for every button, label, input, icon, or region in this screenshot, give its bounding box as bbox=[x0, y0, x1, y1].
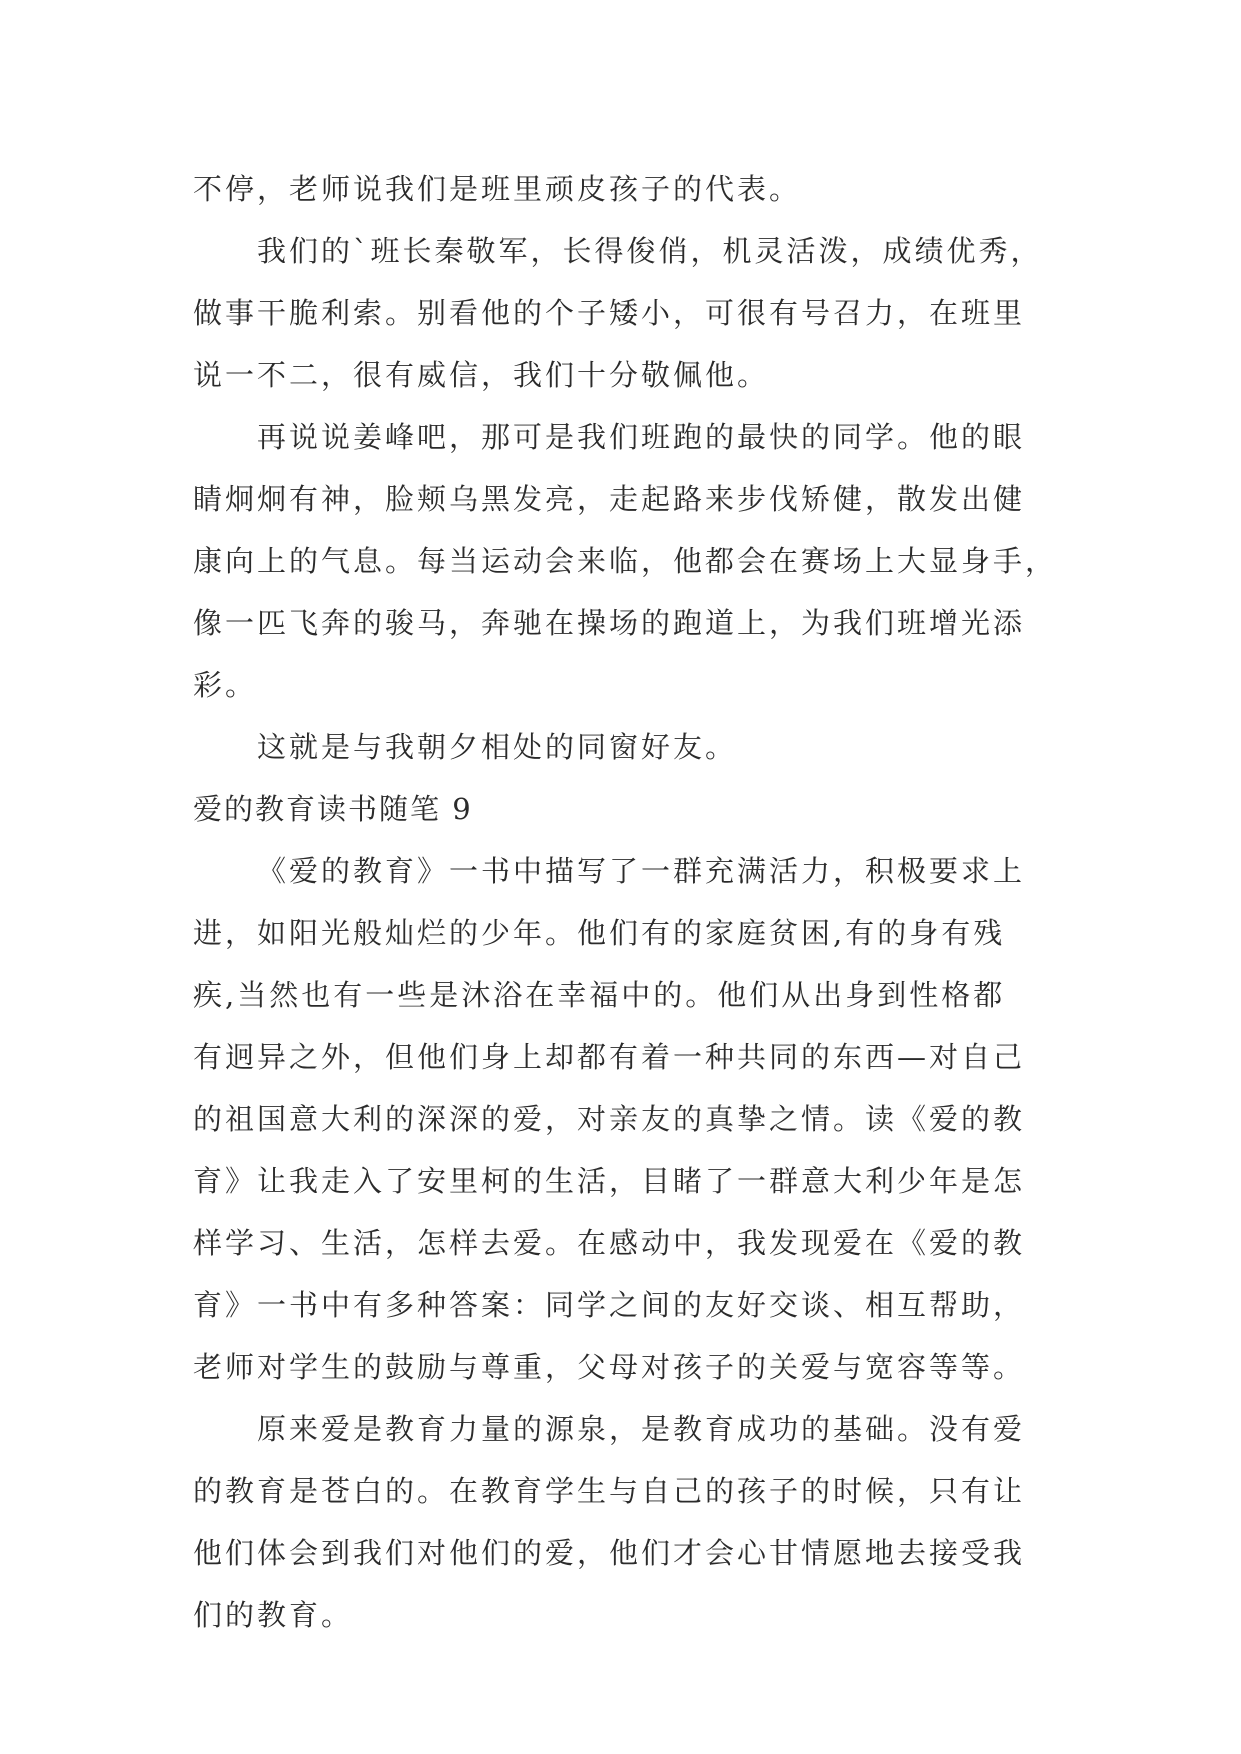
text-line: 康向上的气息。每当运动会来临，他都会在赛场上大显身手， bbox=[193, 544, 1058, 578]
section-title: 爱的教育读书随笔 9 bbox=[193, 792, 473, 826]
text-line: 做事干脆利索。别看他的个子矮小，可很有号召力，在班里 bbox=[193, 296, 1026, 330]
document-page bbox=[193, 158, 1073, 1646]
text-line: 像一匹飞奔的骏马，奔驰在操场的跑道上，为我们班增光添 bbox=[193, 606, 1026, 640]
text-line: 的祖国意大利的深深的爱，对亲友的真挚之情。读《爱的教 bbox=[193, 1102, 1026, 1136]
text-line: 原来爱是教育力量的源泉，是教育成功的基础。没有爱 bbox=[257, 1412, 1026, 1446]
text-line: 《爱的教育》一书中描写了一群充满活力，积极要求上 bbox=[257, 854, 1026, 888]
text-line: 睛炯炯有神，脸颊乌黑发亮，走起路来步伐矫健，散发出健 bbox=[193, 482, 1026, 516]
text-line: 进，如阳光般灿烂的少年。他们有的家庭贫困,有的身有残 bbox=[193, 916, 1006, 950]
text-line: 育》让我走入了安里柯的生活，目睹了一群意大利少年是怎 bbox=[193, 1164, 1026, 1198]
text-line: 疾,当然也有一些是沐浴在幸福中的。他们从出身到性格都 bbox=[193, 978, 1006, 1012]
text-line: 育》一书中有多种答案：同学之间的友好交谈、相互帮助， bbox=[193, 1288, 1026, 1322]
text-line: 的教育是苍白的。在教育学生与自己的孩子的时候，只有让 bbox=[193, 1474, 1026, 1508]
text-line: 我们的`班长秦敬军，长得俊俏，机灵活泼，成绩优秀， bbox=[257, 234, 1043, 268]
text-line: 样学习、生活，怎样去爱。在感动中，我发现爱在《爱的教 bbox=[193, 1226, 1026, 1260]
text-line: 不停，老师说我们是班里顽皮孩子的代表。 bbox=[193, 172, 802, 206]
text-line: 老师对学生的鼓励与尊重，父母对孩子的关爱与宽容等等。 bbox=[193, 1350, 1026, 1384]
text-line: 他们体会到我们对他们的爱，他们才会心甘情愿地去接受我 bbox=[193, 1536, 1026, 1570]
text-line: 说一不二，很有威信，我们十分敬佩他。 bbox=[193, 358, 770, 392]
text-line: 彩。 bbox=[193, 668, 258, 702]
text-line: 有迥异之外，但他们身上却都有着一种共同的东西—对自己 bbox=[193, 1040, 1026, 1074]
text-line: 这就是与我朝夕相处的同窗好友。 bbox=[257, 730, 738, 764]
text-line: 再说说姜峰吧，那可是我们班跑的最快的同学。他的眼 bbox=[257, 420, 1026, 454]
text-line: 们的教育。 bbox=[193, 1598, 354, 1632]
